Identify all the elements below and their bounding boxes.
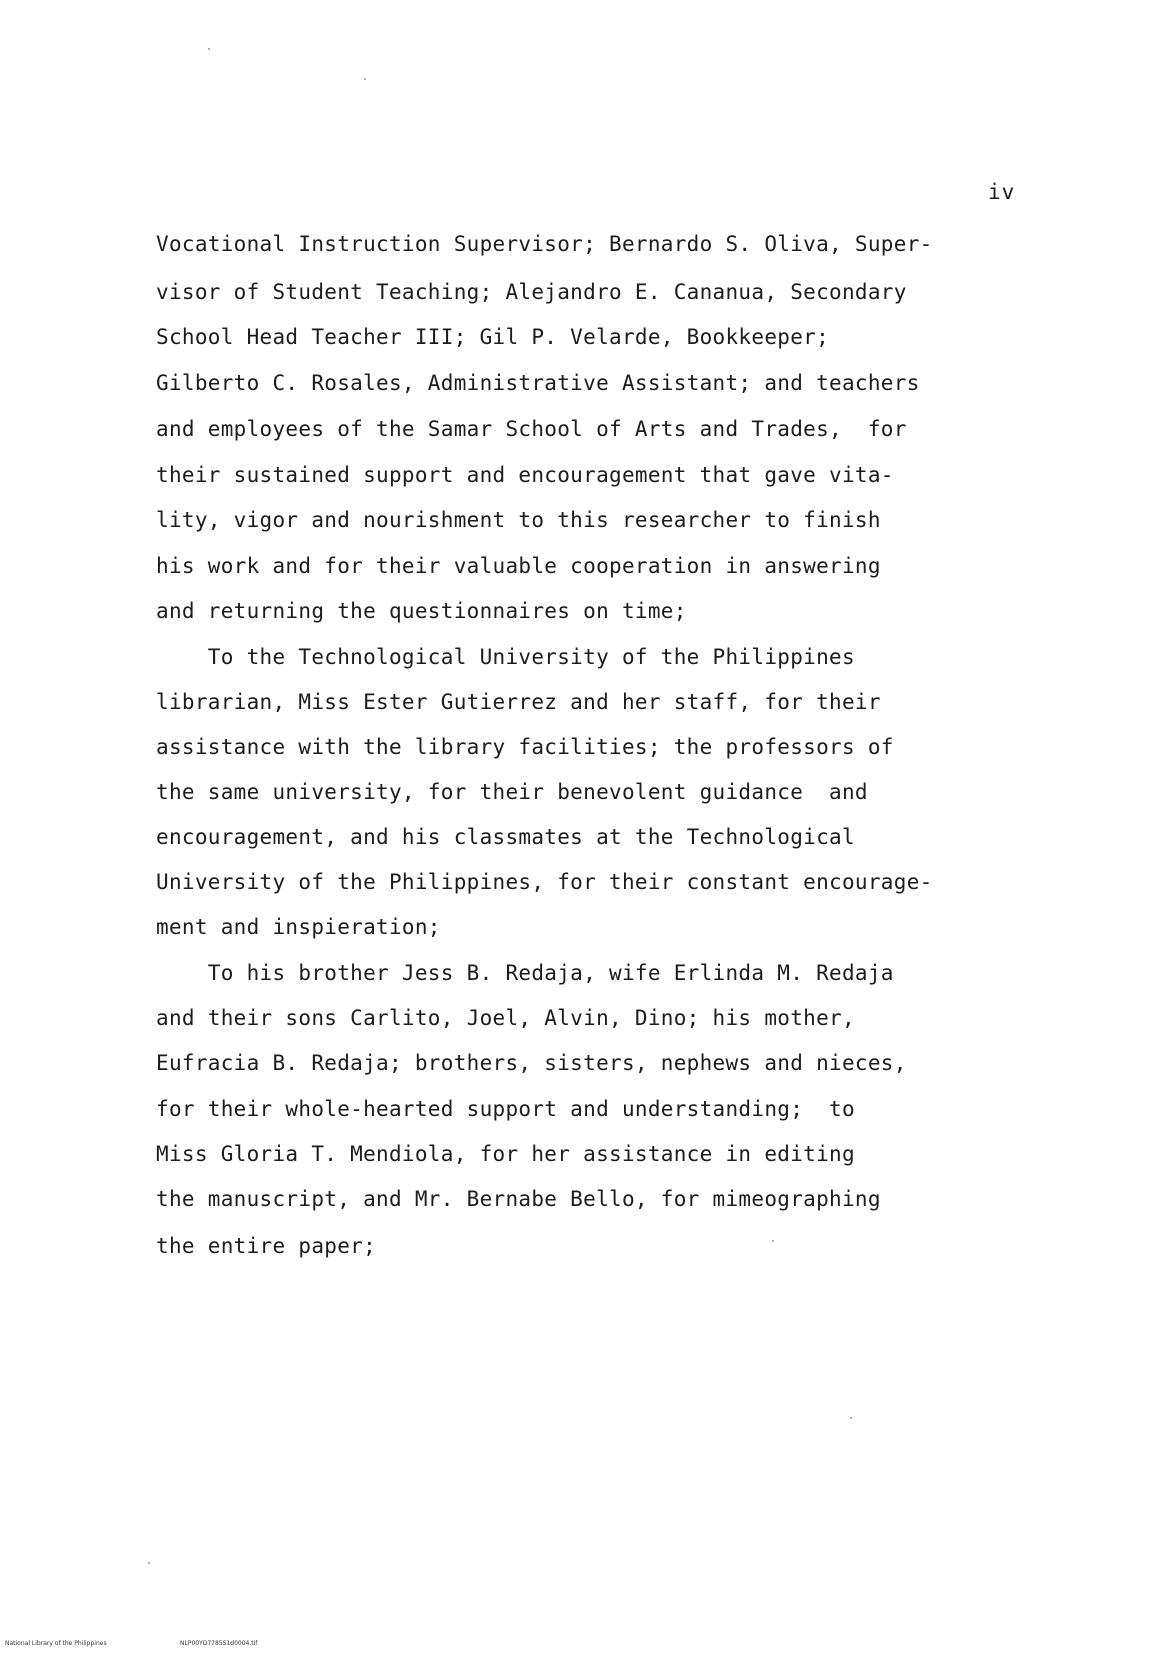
text-line: Miss Gloria T. Mendiola, for her assistance in editing — [156, 1142, 855, 1166]
text-line: librarian, Miss Ester Gutierrez and her staff, for their — [156, 690, 881, 714]
text-line: Eufracia B. Redaja; brothers, sisters, nephews and nieces, — [156, 1051, 907, 1075]
text-line: the same university, for their benevolent guidance and — [156, 780, 868, 804]
text-line: the manuscript, and Mr. Bernabe Bello, for mimeographing — [156, 1187, 881, 1211]
text-line: encouragement, and his classmates at the Technological — [156, 825, 855, 849]
text-line: and returning the questionnaires on time; — [156, 599, 687, 623]
text-line: lity, vigor and nourishment to this researcher to finish — [156, 508, 881, 532]
page-number: iv — [988, 180, 1016, 204]
text-line: ment and inspieration; — [156, 915, 441, 939]
text-line: their sustained support and encouragement that gave vita- — [156, 463, 894, 487]
text-line: for their whole-hearted support and understanding; to — [156, 1097, 855, 1121]
footer-library: National Library of the Philippines — [5, 1640, 107, 1647]
text-line: and employees of the Samar School of Arts and Trades, for — [156, 417, 907, 441]
scan-speck — [208, 48, 210, 50]
footer-file-id: NLP00YD7785S1d0004.tif — [180, 1640, 258, 1647]
text-line: School Head Teacher III; Gil P. Velarde, Bookkeeper; — [156, 325, 830, 349]
text-line: and their sons Carlito, Joel, Alvin, Dino; his mother, — [156, 1006, 855, 1030]
text-line: To the Technological University of the Philippines — [156, 645, 855, 669]
text-line: University of the Philippines, for their constant encourage- — [156, 870, 933, 894]
text-line: assistance with the library facilities; the professors of — [156, 735, 894, 759]
text-line: visor of Student Teaching; Alejandro E. Cananua, Secondary — [156, 280, 907, 304]
scan-speck — [364, 78, 366, 80]
text-line: his work and for their valuable cooperation in answering — [156, 554, 881, 578]
scan-speck — [850, 1417, 852, 1419]
scan-speck — [772, 1240, 774, 1242]
text-line: To his brother Jess B. Redaja, wife Erlinda M. Redaja — [156, 961, 894, 985]
scan-speck — [148, 1562, 150, 1564]
text-line: Vocational Instruction Supervisor; Bernardo S. Oliva, Super- — [156, 232, 933, 256]
text-line: the entire paper; — [156, 1234, 377, 1258]
text-line: Gilberto C. Rosales, Administrative Assistant; and teachers — [156, 371, 920, 395]
